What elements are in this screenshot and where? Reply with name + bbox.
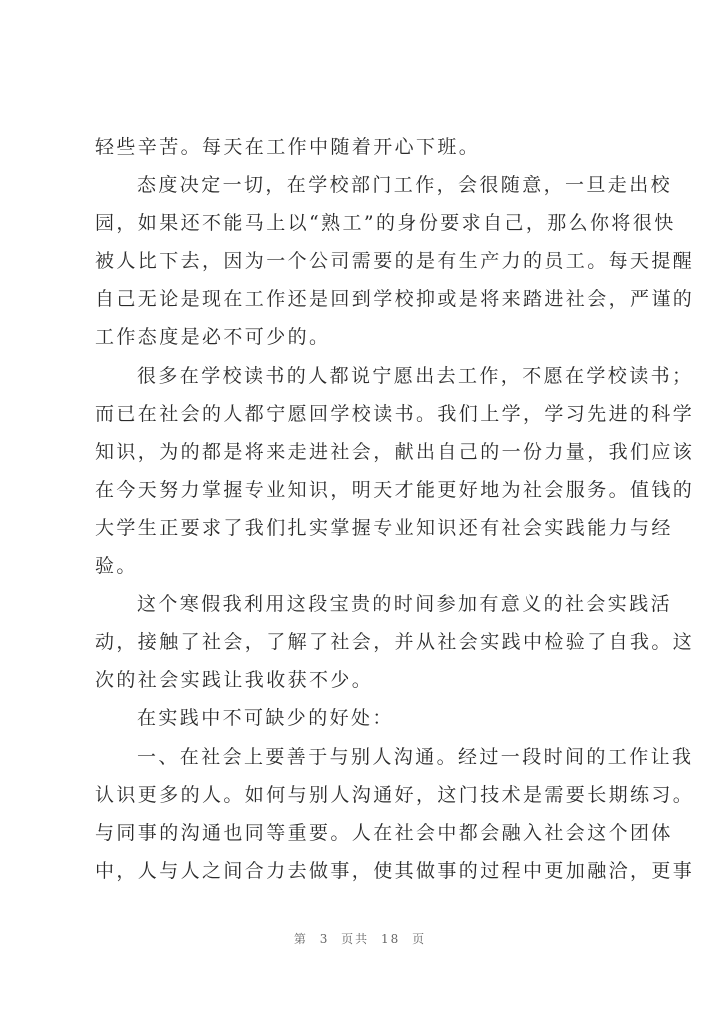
text-line: 轻些辛苦。每天在工作中随着开心下班。 — [95, 136, 481, 158]
text-line: 知识，为的都是将来走进社会，献出自己的一份力量，我们应该 — [95, 440, 695, 463]
text-line: 园，如果还不能马上以“熟工”的身份要求自己，那么你将很快 — [95, 212, 676, 235]
text-line: 工作态度是必不可少的。 — [95, 326, 331, 349]
text-line: 认识更多的人。如何与别人沟通好，这门技术是需要长期练习。 — [95, 783, 695, 806]
text-line: 被人比下去，因为一个公司需要的是有生产力的员工。每天提醒 — [95, 250, 695, 273]
current-page-number: 3 — [319, 932, 330, 946]
page-footer — [0, 930, 720, 947]
text-line: 在今天努力掌握专业知识，明天才能更好地为社会服务。值钱的 — [95, 478, 695, 501]
text-line: 态度决定一切，在学校部门工作，会很随意，一旦走出校 — [137, 174, 673, 197]
text-line: 与同事的沟通也同等重要。人在社会中都会融入社会这个团体 — [95, 821, 673, 844]
body-text — [95, 128, 695, 890]
page-label-mid: 页共 — [341, 932, 370, 946]
text-line: 验。 — [95, 555, 138, 578]
text-line: 在实践中不可缺少的好处： — [137, 707, 394, 730]
text-line: 动，接触了社会，了解了社会，并从社会实践中检验了自我。这 — [95, 631, 695, 654]
text-line: 中，人与人之间合力去做事，使其做事的过程中更加融洽，更事 — [95, 859, 695, 882]
text-line: 次的社会实践让我收获不少。 — [95, 669, 374, 692]
page-label-prefix: 第 — [293, 932, 308, 946]
text-line: 大学生正要求了我们扎实掌握专业知识还有社会实践能力与经 — [95, 516, 673, 539]
text-line: 而已在社会的人都宁愿回学校读书。我们上学，学习先进的科学 — [95, 402, 695, 425]
text-line: 一、在社会上要善于与别人沟通。经过一段时间的工作让我 — [137, 745, 694, 768]
total-pages-number: 18 — [381, 932, 401, 946]
text-line: 这个寒假我利用这段宝贵的时间参加有意义的社会实践活 — [137, 593, 673, 616]
text-line: 很多在学校读书的人都说宁愿出去工作，不愿在学校读书； — [137, 364, 694, 387]
text-line: 自己无论是现在工作还是回到学校抑或是将来踏进社会，严谨的 — [95, 288, 695, 311]
page-label-suffix: 页 — [412, 932, 427, 946]
